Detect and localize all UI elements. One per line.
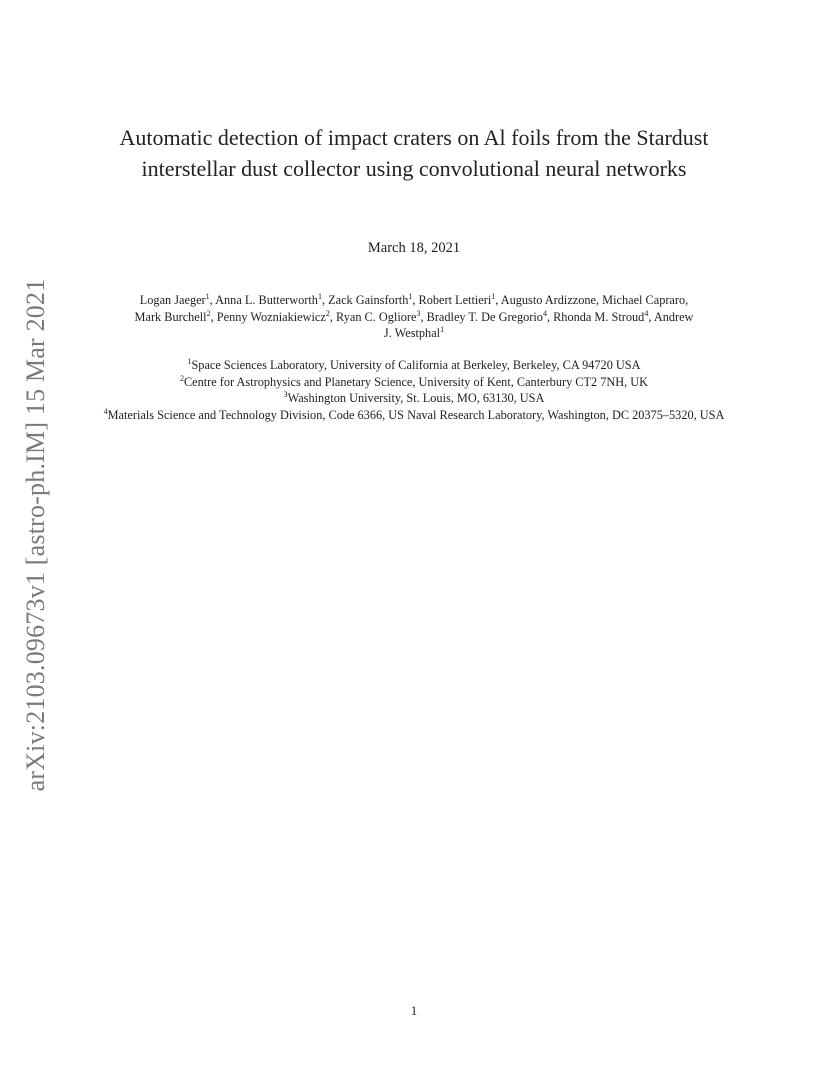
author-affiliation-marker: 1 <box>491 292 496 301</box>
author-name: Andrew <box>653 309 694 324</box>
author-name: Robert Lettieri <box>418 293 492 307</box>
author-list <box>60 292 768 342</box>
affiliation-number: 1 <box>187 357 192 366</box>
affiliation-item <box>0 374 828 391</box>
author-affiliation-marker: 2 <box>206 308 211 318</box>
author-line: Mark Burchell$^2$, Penny Wozniakiewicz$^2$, Ryan C. Ogliore$^3$, Bradley T. De Gregorio$^4$, Rhonda M. Stroud$^4$, Andrew <box>134 308 694 324</box>
affiliation-number: 3 <box>283 390 288 399</box>
author-name: Rhonda M. Stroud <box>553 309 645 324</box>
affiliation-number: 4 <box>103 406 108 416</box>
author-name: Zack Gainsforth <box>328 293 409 307</box>
author-name: Mark Burchell <box>134 309 207 324</box>
arxiv-identifier-stamp: arXiv:2103.09673v1 [astro-ph.IM] 15 Mar 2021 <box>21 278 50 792</box>
title-line: interstellar dust collector using convolutional neural networks <box>141 156 687 181</box>
author-affiliation-marker: 1 <box>440 325 445 334</box>
page-number: 1 <box>410 1003 418 1018</box>
paper-date: March 18, 2021 <box>367 240 461 256</box>
author-line <box>60 325 768 342</box>
author-name: Bradley T. De Gregorio <box>426 309 543 324</box>
affiliation-number: 2 <box>179 373 184 383</box>
author-name: Anna L. Butterworth <box>215 293 318 307</box>
author-affiliation-marker: 4 <box>542 308 547 318</box>
title-line: Automatic detection of impact craters on Al foils from the Stardust <box>119 125 709 150</box>
affiliation-item <box>0 357 828 374</box>
author-name: Augusto Ardizzone, Michael Capraro, <box>500 293 689 307</box>
author-affiliation-marker: 1 <box>205 292 210 301</box>
affiliation-text: Space Sciences Laboratory, University of California at Berkeley, Berkeley, CA 94720 USA <box>191 358 641 372</box>
affiliation-list <box>0 357 828 423</box>
author-affiliation-marker: 2 <box>325 308 330 318</box>
author-affiliation-marker: 1 <box>408 292 413 301</box>
author-name: Logan Jaeger <box>139 293 206 307</box>
author-affiliation-marker: 3 <box>416 308 421 318</box>
author-affiliation-marker: 1 <box>317 292 322 301</box>
affiliation-item <box>0 390 828 407</box>
affiliation-text: Washington University, St. Louis, MO, 63130, USA <box>287 391 545 405</box>
author-name: J. Westphal <box>383 326 441 340</box>
paper-title <box>0 122 828 184</box>
author-name: Penny Wozniakiewicz <box>216 309 326 324</box>
affiliation-text: Materials Science and Technology Division, Code 6366, US Naval Research Laboratory, Washington, DC 20375–5320, USA <box>107 407 725 422</box>
affiliation-item <box>0 407 828 424</box>
affiliation-text: Centre for Astrophysics and Planetary Science, University of Kent, Canterbury CT2 7NH, UK <box>183 374 649 389</box>
author-name: Ryan C. Ogliore <box>336 309 417 324</box>
author-affiliation-marker: 4 <box>644 308 649 318</box>
author-line: Logan Jaeger$^1$, Anna L. Butterworth$^1$, Zack Gainsforth$^1$, Robert Lettieri$^1$, Augusto Ardizzone, Michael Capraro, <box>139 292 689 307</box>
